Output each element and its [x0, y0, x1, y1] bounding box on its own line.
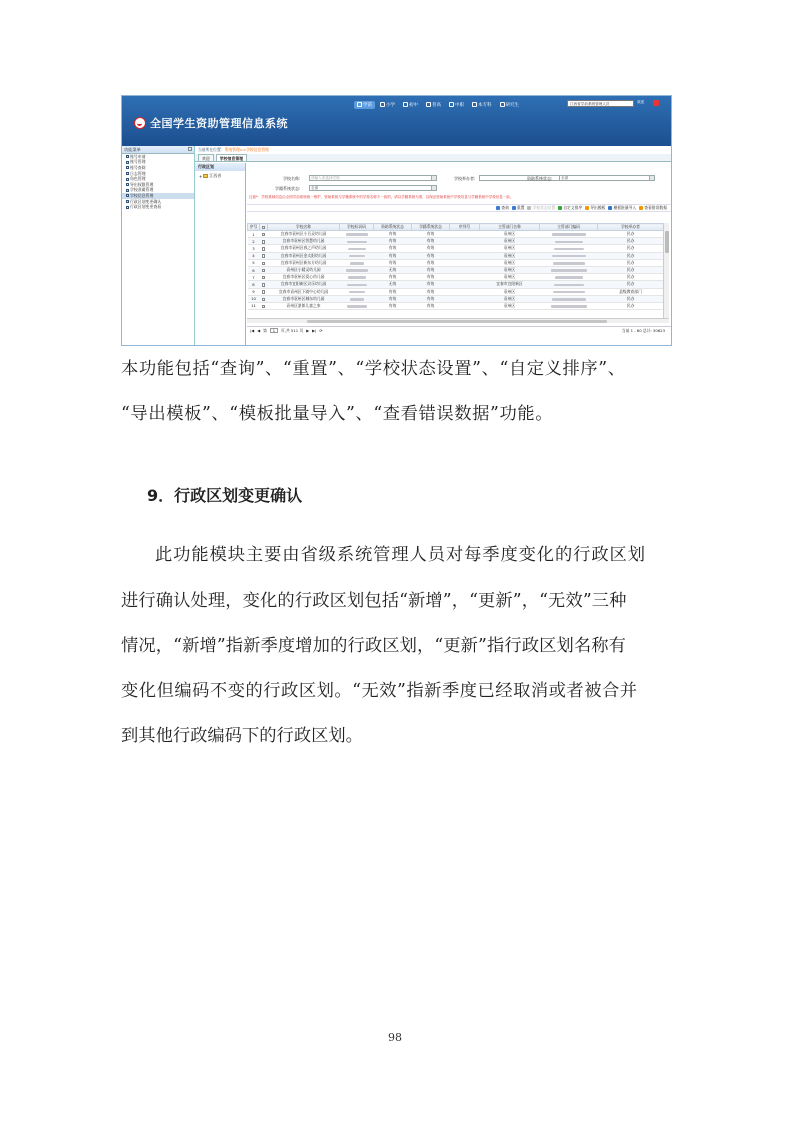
table-row[interactable]: [248, 252, 664, 259]
college-icon: [472, 102, 477, 107]
table-cell: 8: [248, 281, 260, 288]
toolbar-icon: [496, 206, 500, 210]
function-menu: [122, 146, 195, 346]
menu-item-icon: [126, 200, 129, 203]
tab-bar: [195, 154, 672, 162]
table-cell: 6: [248, 266, 260, 273]
redacted-value: [349, 291, 365, 294]
table-header: 学校举办者: [598, 224, 664, 231]
table-cell: 2: [248, 238, 260, 245]
nav-highschool[interactable]: [423, 101, 444, 109]
row-checkbox[interactable]: [262, 240, 266, 244]
redacted-cell: [340, 295, 374, 302]
table-cell: 袁州区: [480, 259, 540, 266]
toolbar-icon: [585, 206, 589, 210]
paragraph-1-line-2: “导出模板”、“模板批量导入”、“查看错误数据”功能。: [121, 404, 554, 424]
table-header: 序列号: [450, 224, 480, 231]
checkbox-cell: [260, 295, 268, 302]
table-cell: 民办: [598, 266, 664, 273]
table-cell: 袁州区: [480, 274, 540, 281]
school-type-label: 学校举办者:: [454, 176, 476, 181]
table-cell: 有效: [374, 238, 412, 245]
redacted-value: [555, 241, 583, 244]
table-cell: 袁州区: [480, 245, 540, 252]
table-cell: 有效: [374, 231, 412, 238]
redacted-cell: [340, 288, 374, 295]
redacted-cell: [540, 295, 598, 302]
school-name-label: 学校名称:: [283, 176, 301, 181]
table-cell: 民办: [598, 281, 664, 288]
table-cell: 民办: [598, 302, 664, 309]
table-cell: [450, 252, 480, 259]
redacted-value: [551, 305, 587, 308]
redacted-cell: [540, 274, 598, 281]
table-cell: 宜春市袁州区春之声幼儿园: [268, 245, 340, 252]
toolbar-button-3[interactable]: 自定义排序: [558, 205, 582, 211]
toolbar-icon: [512, 206, 516, 210]
select-all-checkbox[interactable]: [262, 226, 266, 230]
table-cell: [450, 274, 480, 281]
menu-item-icon: [126, 194, 129, 197]
table-cell: 7: [248, 274, 260, 281]
table-cell: 宜春市袁州区新东方幼儿园: [268, 259, 340, 266]
redacted-value: [348, 248, 366, 251]
redacted-cell: [340, 252, 374, 259]
table-cell: [450, 259, 480, 266]
checkbox-cell: [260, 252, 268, 259]
toolbar-button-2[interactable]: 学校状态设置: [527, 205, 555, 211]
sidebar-item-label: 行政区划变更确认: [130, 198, 162, 204]
toolbar-icon: [639, 206, 643, 210]
table-cell: 有效: [374, 259, 412, 266]
table-cell: 有效: [412, 231, 450, 238]
table-header: [260, 224, 268, 231]
table-cell: [450, 295, 480, 302]
nav-label: 中职: [455, 102, 464, 108]
table-row[interactable]: [248, 274, 664, 281]
nav-primary[interactable]: [377, 101, 398, 109]
table-cell: 4: [248, 252, 260, 259]
reg-status-select[interactable]: 全部: [309, 185, 437, 191]
redacted-cell: [540, 302, 598, 309]
redacted-value: [555, 276, 583, 279]
checkbox-cell: [260, 281, 268, 288]
table-cell: 有效: [412, 302, 450, 309]
row-checkbox[interactable]: [262, 254, 266, 258]
table-cell: 袁州区: [480, 231, 540, 238]
prev-page-icon[interactable]: ◀: [257, 328, 261, 333]
table-cell: 10: [248, 295, 260, 302]
page-number: 98: [388, 1031, 402, 1044]
table-cell: 有效: [412, 238, 450, 245]
redacted-cell: [540, 259, 598, 266]
table-cell: 袁州区: [480, 288, 540, 295]
table-cell: [450, 231, 480, 238]
table-cell: 袁州区: [480, 302, 540, 309]
table-cell: 有效: [412, 274, 450, 281]
redacted-cell: [340, 281, 374, 288]
redacted-value: [552, 255, 586, 258]
table-cell: 有效: [374, 295, 412, 302]
table-cell: 5: [248, 259, 260, 266]
system-header: [122, 96, 672, 146]
table-row[interactable]: [248, 231, 664, 238]
table-cell: 县级教育部门: [598, 288, 664, 295]
sidebar-item-label: 学校信息管理: [130, 192, 154, 198]
table-cell: 有效: [374, 302, 412, 309]
table-cell: 无效: [374, 281, 412, 288]
redacted-cell: [340, 266, 374, 273]
table-header: 学校名称: [268, 224, 340, 231]
table-cell: 有效: [374, 245, 412, 252]
row-checkbox[interactable]: [262, 247, 266, 251]
row-checkbox[interactable]: [262, 276, 266, 280]
table-header: 学籍系统状态: [412, 224, 450, 231]
last-page-icon[interactable]: ▶|: [312, 328, 317, 333]
row-checkbox[interactable]: [262, 298, 266, 302]
table-header: 主管部门名称: [480, 224, 540, 231]
table-cell: 有效: [412, 259, 450, 266]
vertical-scrollbar[interactable]: [663, 223, 669, 318]
redacted-cell: [540, 281, 598, 288]
menu-item-icon: [126, 183, 129, 186]
paragraph-1-line-1: 本功能包括“查询”、“重置”、“学校状态设置”、“自定义排序”、: [121, 359, 626, 379]
graduate-icon: [500, 102, 505, 107]
table-row[interactable]: [248, 281, 664, 288]
org-select[interactable]: 江西省学前系统管理人员: [567, 100, 634, 107]
redacted-value: [553, 291, 585, 294]
checkbox-cell: [260, 231, 268, 238]
paragraph-2-line-3: 情况，“新增”指新季度增加的行政区划，“更新”指行政区划名称有: [121, 636, 627, 656]
nav-preschool[interactable]: [354, 101, 375, 109]
redacted-cell: [540, 231, 598, 238]
redacted-value: [552, 298, 586, 301]
redacted-value: [350, 298, 364, 301]
table-row[interactable]: [248, 259, 664, 266]
toolbar-button-5[interactable]: 模板批量导入: [608, 205, 636, 211]
redacted-cell: [540, 252, 598, 259]
toolbar-icon: [558, 206, 562, 210]
table-cell: 民办: [598, 259, 664, 266]
table-row[interactable]: [248, 302, 664, 309]
redacted-cell: [340, 238, 374, 245]
menu-item-icon: [126, 189, 129, 192]
table-cell: 有效: [412, 288, 450, 295]
highschool-icon: [426, 102, 431, 107]
paragraph-2-line-4: 变化但编码不变的行政区划。“无效”指新季度已经取消或者被合并: [121, 681, 638, 701]
table-cell: 宜春市袁州区城东幼儿园: [268, 295, 340, 302]
table-cell: 宜春市袁州区金太阳幼儿园: [268, 252, 340, 259]
sidebar-item-label: 学校隶属管理: [130, 187, 154, 193]
toolbar-icon: [608, 206, 612, 210]
table-cell: 袁州区小精灵幼儿园: [268, 266, 340, 273]
middle-icon: [403, 102, 408, 107]
table-cell: 1: [248, 231, 260, 238]
redacted-value: [347, 284, 367, 287]
table-cell: 袁州区: [480, 238, 540, 245]
horizontal-scrollbar[interactable]: [247, 318, 669, 323]
region-tree: [195, 163, 246, 346]
checkbox-cell: [260, 238, 268, 245]
nav-vocational[interactable]: [446, 101, 467, 109]
redacted-value: [553, 262, 585, 265]
sidebar-item-label: 账号管理: [130, 159, 146, 165]
vocational-icon: [449, 102, 454, 107]
exit-icon[interactable]: [653, 100, 659, 106]
table-cell: 宜春市宜阳新区贝乐幼儿园: [268, 281, 340, 288]
table-header: 序号: [248, 224, 260, 231]
row-checkbox[interactable]: [262, 305, 266, 309]
table-cell: 民办: [598, 295, 664, 302]
paragraph-2-line-2: 进行确认处理，变化的行政区划包括“新增”，“更新”，“无效”三种: [121, 591, 627, 611]
table-row[interactable]: [248, 266, 664, 273]
menu-item-icon: [126, 161, 129, 164]
table-cell: [450, 266, 480, 273]
table-cell: 民办: [598, 238, 664, 245]
next-page-icon[interactable]: ▶: [306, 328, 310, 333]
redacted-value: [349, 255, 365, 258]
redacted-value: [551, 269, 587, 272]
main-panel: [247, 163, 672, 346]
sidebar-item-label: 角色管理: [130, 176, 146, 182]
row-checkbox[interactable]: [262, 290, 266, 294]
table-cell: 袁州区: [480, 266, 540, 273]
section-heading: 9．行政区划变更确认: [147, 486, 303, 505]
row-checkbox[interactable]: [262, 233, 266, 237]
row-checkbox[interactable]: [262, 269, 266, 273]
preschool-icon: [357, 102, 362, 107]
table-cell: [450, 281, 480, 288]
welcome-text: 欢迎: [637, 100, 645, 104]
toolbar-button-0[interactable]: 查询: [496, 205, 509, 211]
table-header: 主管部门编码: [540, 224, 598, 231]
sidebar-item-label: 行政区划变更查看: [130, 204, 162, 210]
table-cell: [450, 245, 480, 252]
row-checkbox[interactable]: [262, 283, 266, 287]
table-cell: 有效: [412, 245, 450, 252]
sidebar-item-label: 导出权限管理: [130, 181, 154, 187]
table-cell: 宜春市袁州区小百灵幼儿园: [268, 231, 340, 238]
paragraph-2-line-5: 到其他行政编码下的行政区划。: [121, 726, 363, 746]
table-cell: 有效: [374, 288, 412, 295]
table-cell: 民办: [598, 231, 664, 238]
table-row[interactable]: [248, 295, 664, 302]
table-cell: 民办: [598, 245, 664, 252]
level-nav: [354, 99, 522, 110]
table-cell: 无效: [374, 266, 412, 273]
table-cell: 宜春市袁州区下浦中心幼儿园: [268, 288, 340, 295]
table-cell: 有效: [374, 252, 412, 259]
table-cell: 袁州区: [480, 295, 540, 302]
redacted-cell: [540, 288, 598, 295]
school-table: [247, 223, 664, 310]
toolbar-button-4[interactable]: 导出模板: [585, 205, 605, 211]
page-input[interactable]: 1: [270, 328, 278, 333]
table-cell: 9: [248, 288, 260, 295]
collapse-icon[interactable]: [188, 147, 192, 151]
sidebar-item-label: 账号申请: [130, 153, 146, 159]
nav-graduate[interactable]: [497, 101, 523, 109]
breadcrumb: 当前所在位置：系统管理>>学校信息管理: [198, 147, 269, 152]
redacted-value: [347, 305, 367, 308]
table-cell: 民办: [598, 274, 664, 281]
paragraph-2-line-1: 此功能模块主要由省级系统管理人员对每季度变化的行政区划: [155, 545, 646, 565]
redacted-cell: [540, 266, 598, 273]
toolbar: [247, 204, 672, 212]
table-cell: 宜春市袁州区智慧幼儿园: [268, 238, 340, 245]
table-cell: 11: [248, 302, 260, 309]
redacted-value: [347, 241, 367, 244]
table-cell: 袁州区湛郎儿童之家: [268, 302, 340, 309]
tree-title: 行政区划: [195, 163, 245, 171]
table-cell: [450, 238, 480, 245]
system-title: 全国学生资助管理信息系统: [150, 117, 288, 130]
redacted-cell: [340, 245, 374, 252]
nav-label: 研究生: [505, 102, 519, 108]
redacted-value: [554, 248, 584, 251]
table-cell: 3: [248, 245, 260, 252]
table-row[interactable]: [248, 288, 664, 295]
sidebar-item-label: 日志管理: [130, 170, 146, 176]
table-cell: 民办: [598, 252, 664, 259]
redacted-cell: [540, 245, 598, 252]
nav-label: 普高: [432, 102, 441, 108]
checkbox-cell: [260, 274, 268, 281]
redacted-value: [346, 269, 368, 272]
menu-item-icon: [126, 166, 129, 169]
redacted-value: [346, 233, 368, 236]
record-count: 当前 1 - 60 总计: 30623: [621, 327, 665, 333]
logo-icon: [134, 117, 146, 129]
reg-status-label: 学籍系统状态:: [275, 186, 301, 191]
refresh-icon[interactable]: ⟳: [319, 328, 323, 333]
sidebar-item[interactable]: [122, 204, 194, 210]
redacted-cell: [340, 302, 374, 309]
table-cell: 宜春市宜阳新区: [480, 281, 540, 288]
redacted-value: [554, 284, 584, 287]
tree-node-root[interactable]: + 江西省: [199, 173, 222, 179]
table-cell: [450, 302, 480, 309]
nav-label: 初中: [409, 102, 418, 108]
toolbar-button-6[interactable]: 查看错误数据: [639, 205, 667, 211]
table-cell: 宜春市袁州区爱心幼儿园: [268, 274, 340, 281]
menu-item-icon: [126, 178, 129, 181]
menu-item-icon: [126, 155, 129, 158]
school-name-input[interactable]: 请输入或选择学校: [309, 175, 437, 181]
redacted-value: [350, 262, 364, 265]
menu-title: 功能菜单: [122, 146, 194, 154]
aid-status-select[interactable]: 全部: [559, 175, 655, 181]
table-cell: 袁州区: [480, 252, 540, 259]
redacted-cell: [340, 259, 374, 266]
tab-school-info[interactable]: 学校信息管理: [216, 154, 247, 161]
row-checkbox[interactable]: [262, 262, 266, 266]
notice-text: 注意*：学校基础信息由全国学前系统统一维护，资助系统与学籍系统中的学校名称不一致的，请以学籍系统为准，以保证资助系统中学校信息与学籍系统中学校信息一致。: [249, 195, 514, 199]
primary-icon: [380, 102, 385, 107]
system-screenshot: [121, 95, 672, 346]
toolbar-icon: [527, 206, 531, 210]
nav-college[interactable]: [469, 101, 495, 109]
tab-welcome[interactable]: 欢迎: [198, 154, 214, 161]
table-cell: 有效: [412, 281, 450, 288]
redacted-value: [348, 276, 366, 279]
pager: |◀ ◀ 第 1 页,共 511 页 ▶ ▶| ⟳ 当前 1 - 60 总计: 30623: [247, 326, 672, 334]
nav-middle[interactable]: [400, 101, 421, 109]
checkbox-cell: [260, 266, 268, 273]
nav-label: 小学: [386, 102, 395, 108]
table-row[interactable]: [248, 245, 664, 252]
aid-status-label: 资助系统状态:: [527, 176, 553, 181]
redacted-value: [552, 233, 586, 236]
sidebar-item-label: 账号查阅: [130, 164, 146, 170]
checkbox-cell: [260, 245, 268, 252]
first-page-icon[interactable]: |◀: [250, 328, 255, 333]
table-cell: 有效: [412, 295, 450, 302]
table-cell: 有效: [412, 266, 450, 273]
table-cell: 有效: [412, 252, 450, 259]
table-header: 资助系统状态: [374, 224, 412, 231]
folder-icon: [203, 174, 208, 178]
menu-item-icon: [126, 206, 129, 209]
table-cell: 有效: [374, 274, 412, 281]
nav-label: 学前: [363, 102, 372, 108]
checkbox-cell: [260, 288, 268, 295]
table-row[interactable]: [248, 238, 664, 245]
checkbox-cell: [260, 259, 268, 266]
nav-label: 本专科: [478, 102, 492, 108]
toolbar-button-1[interactable]: 重置: [512, 205, 525, 211]
redacted-cell: [540, 238, 598, 245]
table-header: 学校标识码: [340, 224, 374, 231]
redacted-cell: [340, 231, 374, 238]
redacted-cell: [340, 274, 374, 281]
table-cell: [450, 288, 480, 295]
menu-item-icon: [126, 172, 129, 175]
checkbox-cell: [260, 302, 268, 309]
